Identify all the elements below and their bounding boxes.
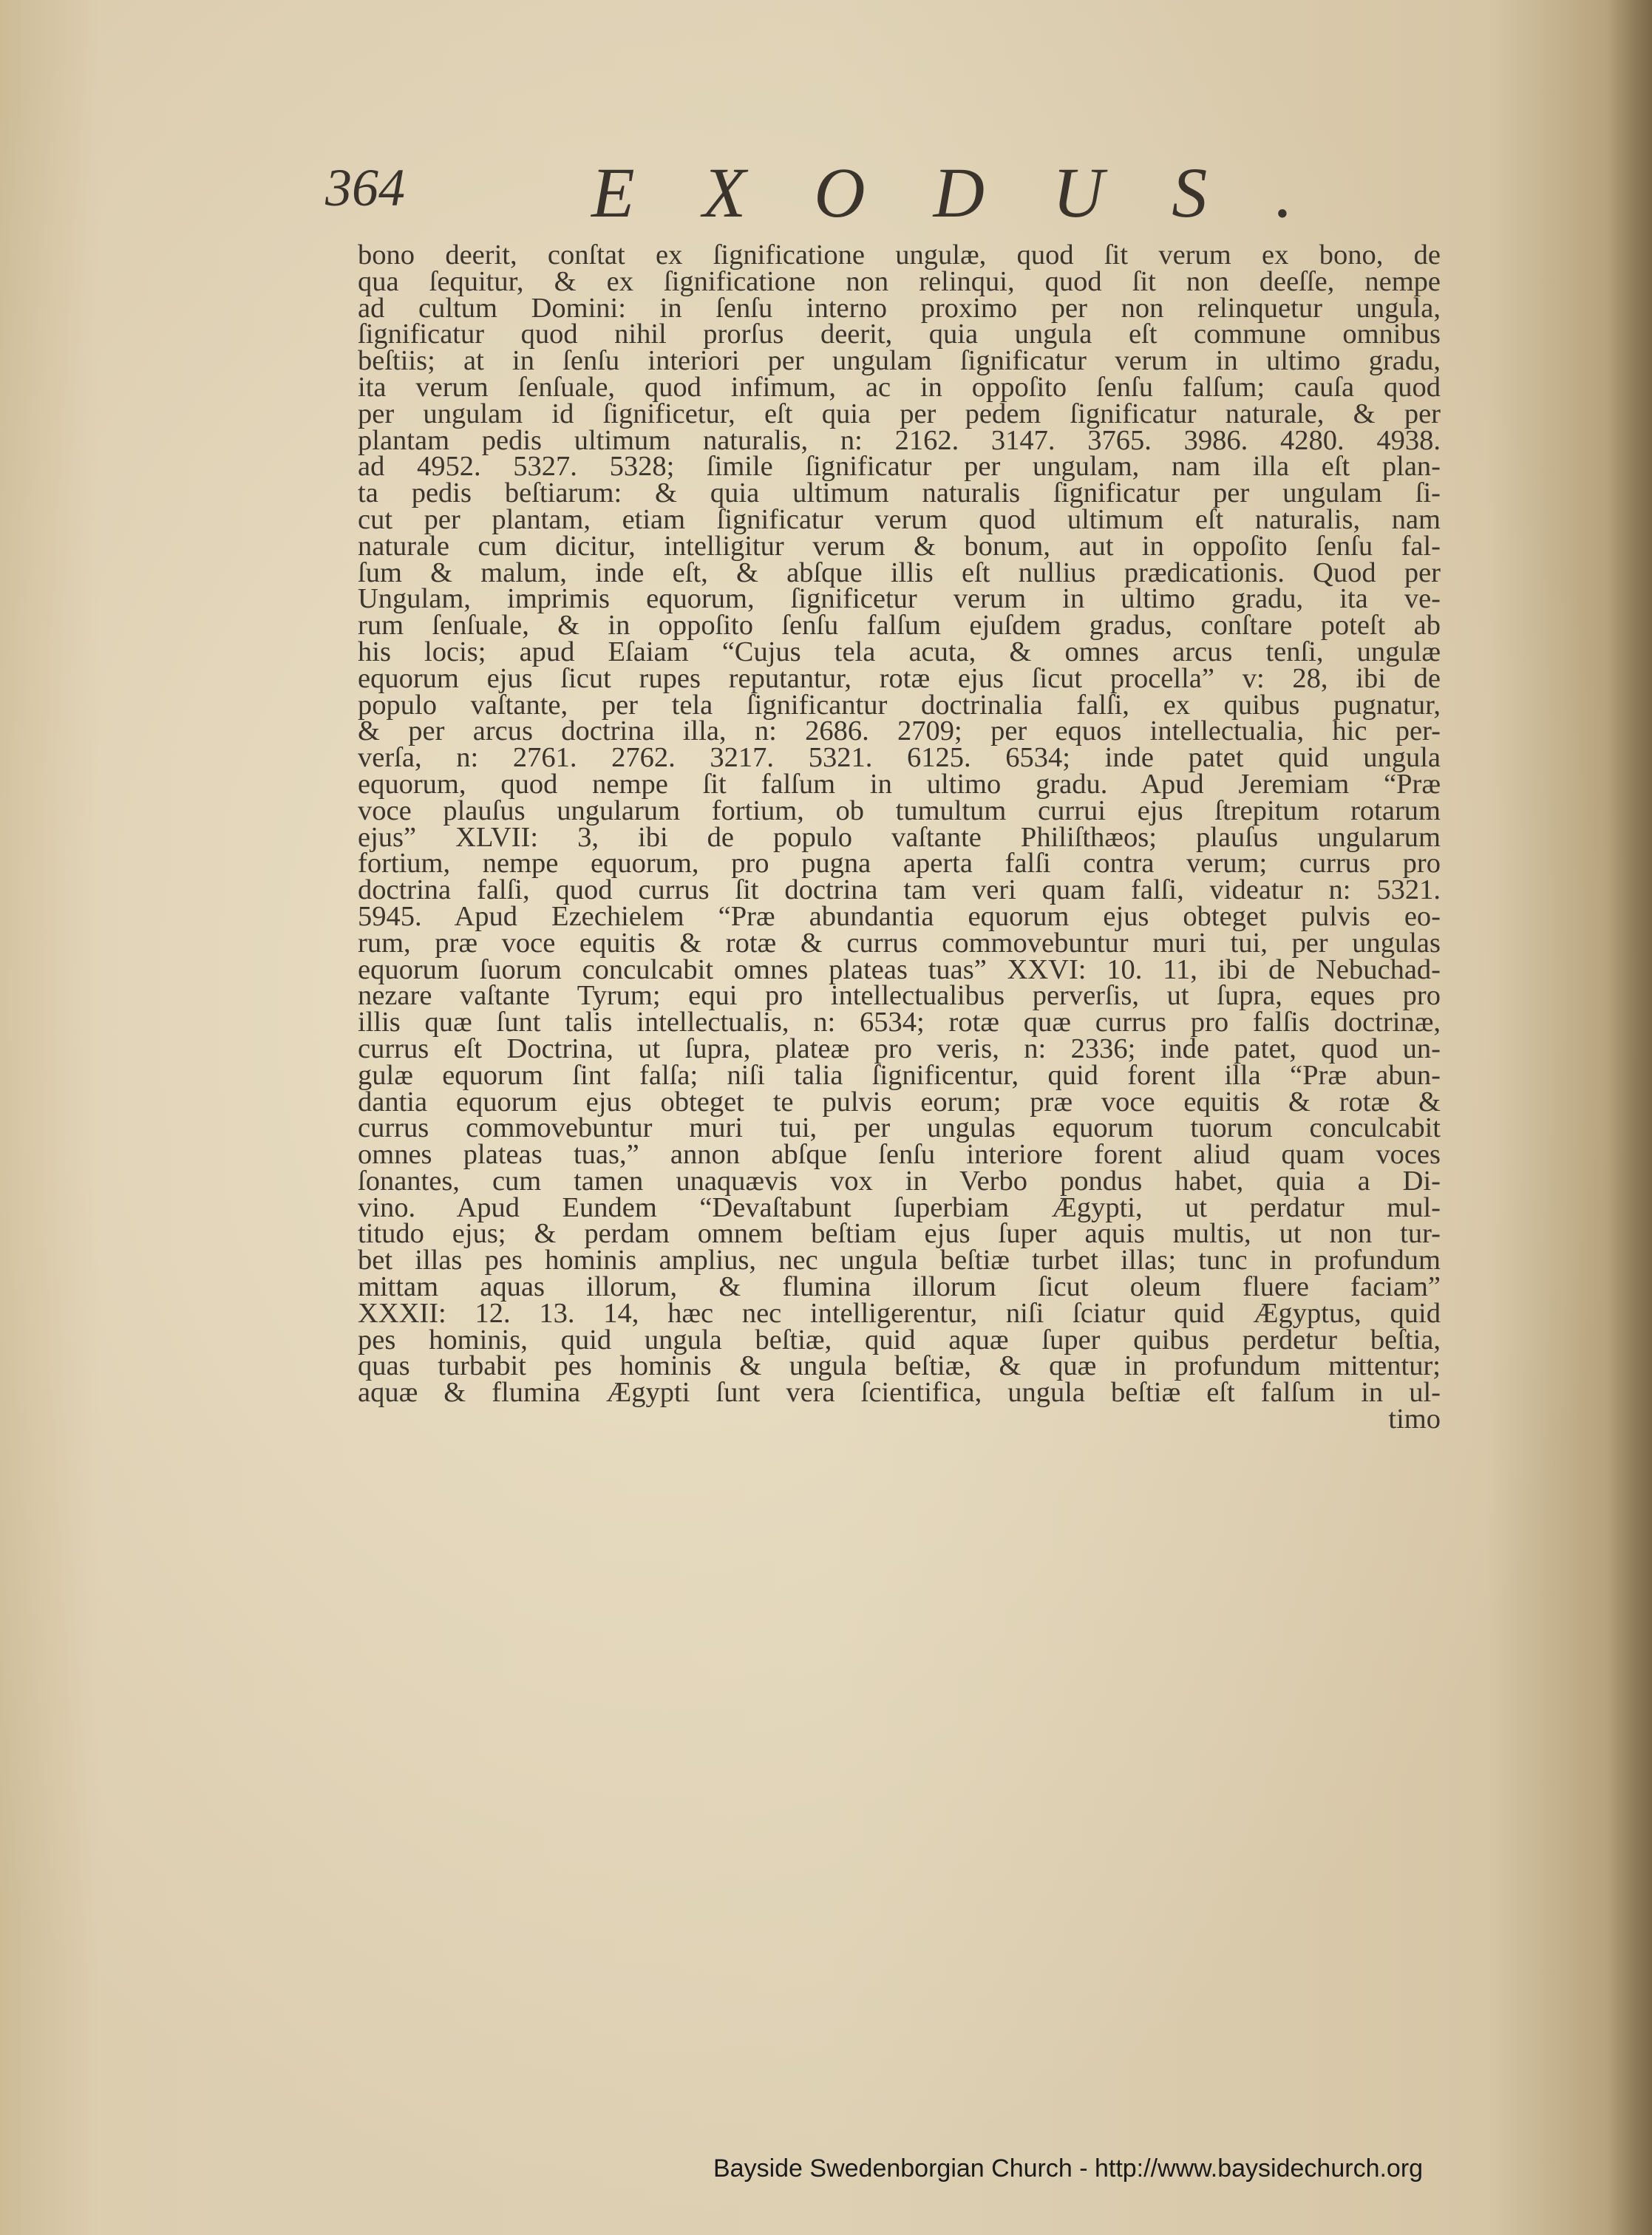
text-line: rum, præ voce equitis & rotæ & currus commovebuntur muri tui, per ungulas: [358, 927, 1441, 959]
text-line: nezare vaſtante Tyrum; equi pro intellectualibus perverſis, ut ſupra, eques pro: [358, 980, 1441, 1012]
text-line: populo vaſtante, per tela ſignificantur doctrinalia falſi, ex quibus pugnatur,: [358, 689, 1441, 721]
text-line: ſum & malum, inde eſt, & abſque illis eſt nullius prædicationis. Quod per: [358, 557, 1441, 588]
text-line: equorum, quod nempe ſit falſum in ultimo gradu. Apud Jeremiam “Præ: [358, 768, 1441, 800]
credit-footer: Bayside Swedenborgian Church - http://www.baysidechurch.org: [713, 2154, 1424, 2183]
text-line: omnes plateas tuas,” annon abſque ſenſu interiore forent aliud quam voces: [358, 1139, 1441, 1171]
text-line: illis quæ ſunt talis intellectualis, n: 6534; rotæ quæ currus pro falſis doctrinæ,: [358, 1007, 1441, 1038]
text-line: ejus” XLVII: 3, ibi de populo vaſtante Philiſthæos; plauſus ungularum: [358, 821, 1441, 853]
text-line: beſtiis; at in ſenſu interiori per ungulam ſignificatur verum in ultimo gradu,: [358, 345, 1441, 377]
text-line: quas turbabit pes hominis & ungula beſtiæ, & quæ in profundum mittentur;: [358, 1350, 1441, 1382]
running-title: EXODUS.: [591, 153, 1362, 232]
text-line: mittam aquas illorum, & flumina illorum ſicut oleum fluere faciam”: [358, 1271, 1441, 1303]
text-line: voce plauſus ungularum fortium, ob tumultum currui ejus ſtrepitum rotarum: [358, 795, 1441, 826]
text-line: ad cultum Domini: in ſenſu interno proximo per non relinquetur ungula,: [358, 292, 1441, 324]
text-line: aquæ & flumina Ægypti ſunt vera ſcientifica, ungula beſtiæ eſt falſum in ul-: [358, 1377, 1441, 1409]
text-line: equorum ſuorum conculcabit omnes plateas tuas” XXVI: 10. 11, ibi de Nebuchad-: [358, 953, 1441, 985]
text-line: bet illas pes hominis amplius, nec ungula beſtiæ turbet illas; tunc in profundum: [358, 1245, 1441, 1276]
text-line: qua ſequitur, & ex ſignificatione non relinqui, quod ſit non deeſſe, nempe: [358, 265, 1441, 297]
text-line: ſignificatur quod nihil prorſus deerit, quia ungula eſt commune omnibus: [358, 319, 1441, 350]
text-line: plantam pedis ultimum naturalis, n: 2162. 3147. 3765. 3986. 4280. 4938.: [358, 424, 1441, 456]
text-line: 5945. Apud Ezechielem “Præ abundantia equorum ejus obteget pulvis eo-: [358, 900, 1441, 932]
text-line: verſa, n: 2761. 2762. 3217. 5321. 6125. 6534; inde patet quid ungula: [358, 742, 1441, 774]
text-line: fortium, nempe equorum, pro pugna aperta falſi contra verum; currus pro: [358, 848, 1441, 880]
text-line: gulæ equorum ſint falſa; niſi talia ſignificentur, quid forent illa “Præ abun-: [358, 1059, 1441, 1091]
page-edge-shadow: [1608, 0, 1652, 2235]
text-line: vino. Apud Eundem “Devaſtabunt ſuperbiam Ægypti, ut perdatur mul-: [358, 1191, 1441, 1223]
page-header: [325, 152, 1478, 233]
text-line: equorum ejus ſicut rupes reputantur, rotæ ejus ſicut procella” v: 28, ibi de: [358, 662, 1441, 694]
text-line: currus eſt Doctrina, ut ſupra, plateæ pro veris, n: 2336; inde patet, quod un-: [358, 1033, 1441, 1064]
text-line: dantia equorum ejus obteget te pulvis eorum; præ voce equitis & rotæ &: [358, 1086, 1441, 1118]
text-line: pes hominis, quid ungula beſtiæ, quid aquæ ſuper quibus perdetur beſtia,: [358, 1324, 1441, 1355]
text-line: & per arcus doctrina illa, n: 2686. 2709; per equos intellectualia, hic per-: [358, 715, 1441, 747]
text-line: ad 4952. 5327. 5328; ſimile ſignificatur per ungulam, nam illa eſt plan-: [358, 451, 1441, 483]
text-line: bono deerit, conſtat ex ſignificatione ungulæ, quod ſit verum ex bono, de: [358, 239, 1441, 271]
text-line: timo: [1388, 1404, 1441, 1435]
text-line: his locis; apud Eſaiam “Cujus tela acuta, & omnes arcus tenſi, ungulæ: [358, 636, 1441, 667]
text-line: XXXII: 12. 13. 14, hæc nec intelligerentur, niſi ſciatur quid Ægyptus, quid: [358, 1297, 1441, 1329]
text-line: per ungulam id ſignificetur, eſt quia per pedem ſignificatur naturale, & per: [358, 398, 1441, 429]
text-line: doctrina falſi, quod currus ſit doctrina tam veri quam falſi, videatur n: 5321.: [358, 874, 1441, 906]
text-line: naturale cum dicitur, intelligitur verum & bonum, aut in oppoſito ſenſu fal-: [358, 530, 1441, 562]
text-line: rum ſenſuale, & in oppoſito ſenſu falſum ejuſdem gradus, conſtare poteſt ab: [358, 610, 1441, 642]
text-line: ta pedis beſtiarum: & quia ultimum naturalis ſignificatur per ungulam ſi-: [358, 477, 1441, 509]
text-line: ſonantes, cum tamen unaquævis vox in Verbo pondus habet, quia a Di-: [358, 1165, 1441, 1197]
text-line: cut per plantam, etiam ſignificatur verum quod ultimum eſt naturalis, nam: [358, 503, 1441, 535]
text-line: Ungulam, imprimis equorum, ſignificetur verum in ultimo gradu, ita ve-: [358, 583, 1441, 615]
body-text: [358, 239, 1441, 1435]
page-number: 364: [325, 158, 405, 217]
text-line: titudo ejus; & perdam omnem beſtiam ejus ſuper aquis multis, ut non tur-: [358, 1218, 1441, 1250]
text-line: currus commovebuntur muri tui, per ungulas equorum tuorum conculcabit: [358, 1112, 1441, 1144]
text-line: ita verum ſenſuale, quod infimum, ac in oppoſito ſenſu falſum; cauſa quod: [358, 371, 1441, 403]
